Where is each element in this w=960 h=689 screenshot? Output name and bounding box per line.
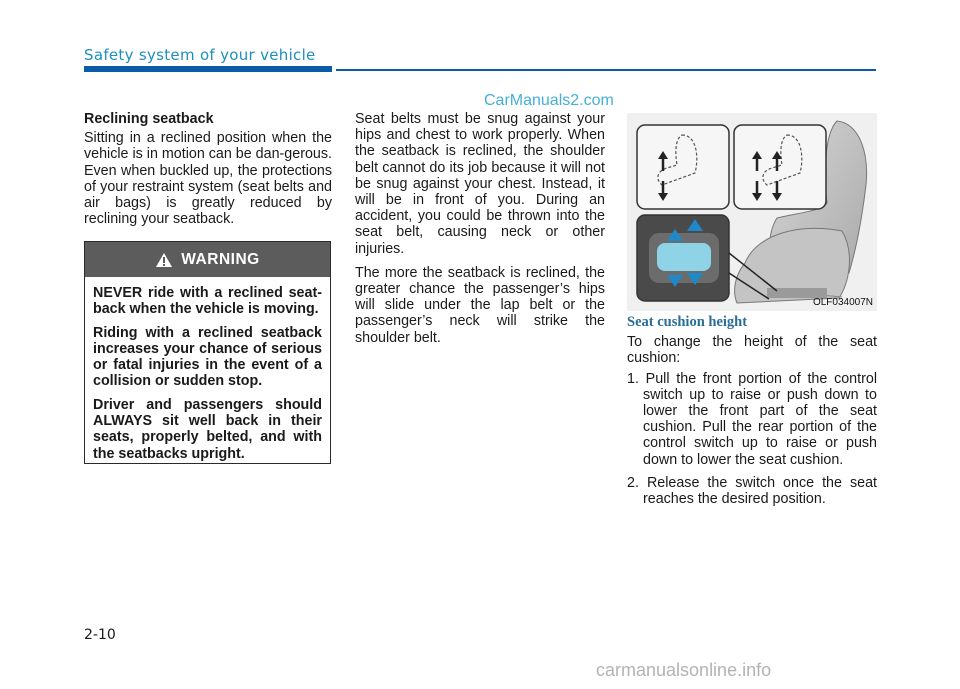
warning-body	[85, 277, 330, 462]
list-item: 1. Pull the front portion of the control switch up to raise or push down to lower the front part of the seat cushion. Pull the rear portion of the control switch up to raise or push down to lower the seat cushion.	[627, 370, 877, 468]
warning-box	[84, 241, 331, 464]
page-number: 2-10	[84, 627, 116, 643]
seat-cushion-heading: Seat cushion height	[627, 314, 748, 330]
seatbelt-paragraph: The more the seatback is reclined, the greater chance the passenger’s hips will slide under the lap belt or the passenger’s neck will strike the shoulder belt.	[355, 264, 605, 346]
seat-illustration	[627, 113, 877, 311]
seat-adjust-figure	[627, 113, 877, 311]
warning-paragraph: Driver and passengers should ALWAYS sit well back in their seats, properly belted, and with the seatbacks upright.	[93, 396, 322, 462]
seat-cushion-intro: To change the height of the seat cushion:	[627, 334, 877, 367]
section-title: Safety system of your vehicle	[84, 46, 316, 64]
header-bar-thin	[336, 69, 876, 71]
warning-paragraph: Riding with a reclined seatback increases your chance of serious or fatal injuries in the event of a collision or sudden stop.	[93, 324, 322, 390]
figure-caption: OLF034007N	[812, 297, 873, 308]
right-column	[627, 314, 877, 514]
reclining-heading: Reclining seatback	[84, 111, 214, 127]
warning-triangle-icon	[155, 252, 173, 268]
middle-column	[355, 111, 605, 354]
warning-paragraph: NEVER ride with a reclined seat-back when the vehicle is moving.	[93, 285, 322, 318]
list-item: 2. Release the switch once the seat reaches the desired position.	[627, 474, 877, 508]
seatbelt-paragraph: Seat belts must be snug against your hips and chest to work properly. When the seatback is reclined, the shoulder belt cannot do its job because it will not be snug against your chest. Instead, it will be in front of you. During an accident, you could be thrown into the seat belt, causing neck or other injuries.	[355, 111, 605, 257]
header-bar-thick	[84, 66, 332, 72]
warning-title: WARNING	[181, 250, 260, 268]
reclining-paragraph: Sitting in a reclined position when the vehicle is in motion can be dan-gerous. Even when buckled up, the protections of your restraint system (seat belts and air bags) is greatly reduced by reclining your seatback.	[84, 130, 332, 228]
steps-list	[627, 371, 877, 508]
warning-header	[85, 242, 330, 277]
watermark-top: CarManuals2.com	[484, 92, 614, 109]
left-column	[84, 111, 332, 235]
watermark-bottom: carmanualsonline.info	[596, 660, 772, 680]
